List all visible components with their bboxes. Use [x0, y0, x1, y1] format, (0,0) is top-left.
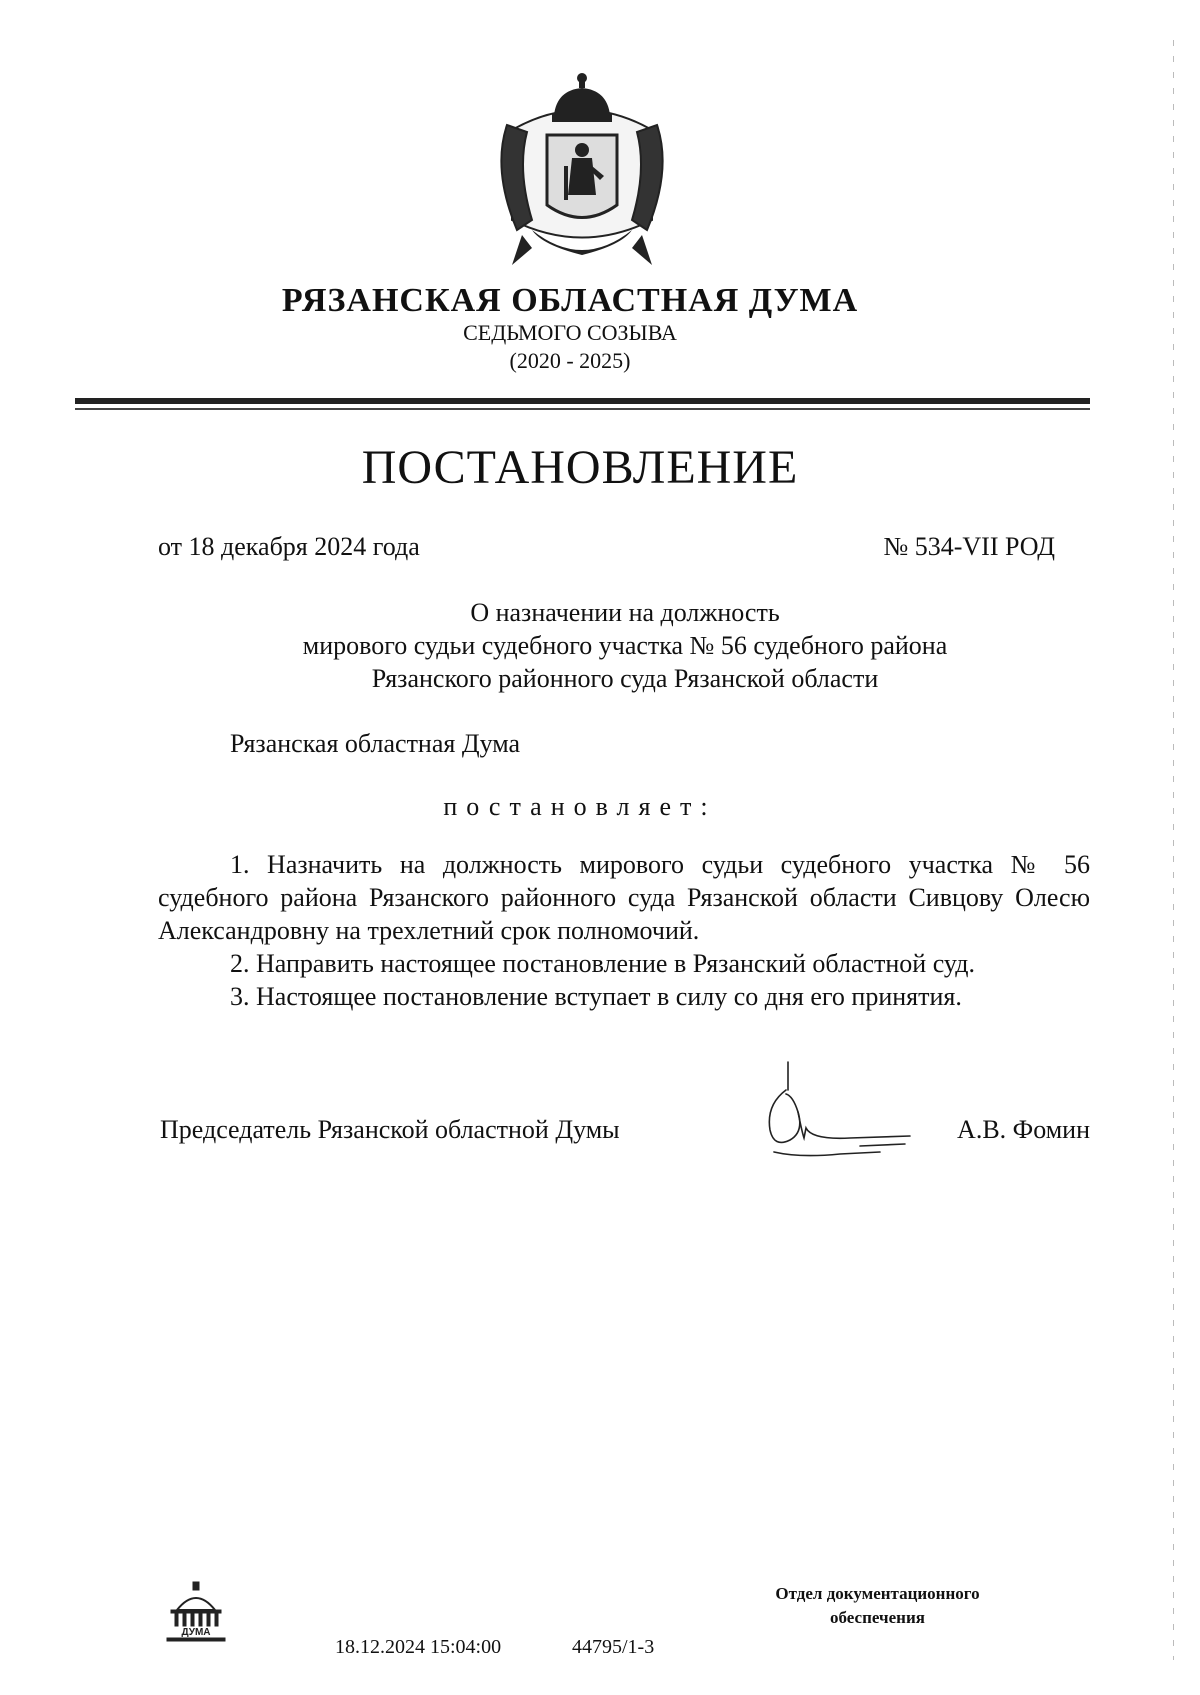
registration-id: 44795/1-3 [572, 1636, 655, 1658]
subject-line: О назначении на должность [470, 598, 780, 627]
document-type: ПОСТАНОВЛЕНИЕ [361, 441, 799, 494]
convocation: СЕДЬМОГО СОЗЫВА [463, 320, 677, 345]
resolution-item: 1. Назначить на должность мирового судьи судебного участка № 56 судебного района Рязанского районного суда Рязанской области Сивцову Олесю Александровну на трехлетний срок полномочий. [158, 850, 1090, 945]
resolution-item: 3. Настоящее постановление вступает в силу со дня его принятия. [230, 982, 962, 1011]
enacting-body: Рязанская областная Дума [230, 729, 521, 758]
resolution-item: 2. Направить настоящее постановление в Рязанский областной суд. [230, 949, 976, 978]
department-line: Отдел документационного [775, 1584, 980, 1603]
document-subject [0, 596, 1200, 695]
scan-edge-mark [1172, 40, 1175, 1660]
header-divider-thick [75, 398, 1090, 404]
coat-of-arms-icon [492, 70, 672, 280]
registration-timestamp: 18.12.2024 15:04:00 [335, 1636, 502, 1658]
document-date: от 18 декабря 2024 года [158, 532, 420, 561]
signatory-name: А.В. Фомин [957, 1115, 1090, 1144]
decision-word: постановляет: [443, 792, 717, 821]
duma-building-logo [165, 1580, 227, 1642]
convocation-years: (2020 - 2025) [509, 348, 631, 373]
document-number: № 534-VII РОД [883, 532, 1055, 561]
department-stamp [745, 1582, 1010, 1630]
handwritten-signature [760, 1060, 920, 1165]
organization-name: РЯЗАНСКАЯ ОБЛАСТНАЯ ДУМА [281, 282, 859, 319]
subject-line: Рязанского районного суда Рязанской области [371, 664, 879, 693]
logo-text: ДУМА [181, 1627, 211, 1638]
signatory-title: Председатель Рязанской областной Думы [160, 1115, 620, 1144]
subject-line: мирового судьи судебного участка № 56 судебного района [302, 631, 948, 660]
resolution-items [158, 848, 1090, 1013]
header-divider-thin [75, 408, 1090, 410]
department-line: обеспечения [830, 1608, 925, 1627]
